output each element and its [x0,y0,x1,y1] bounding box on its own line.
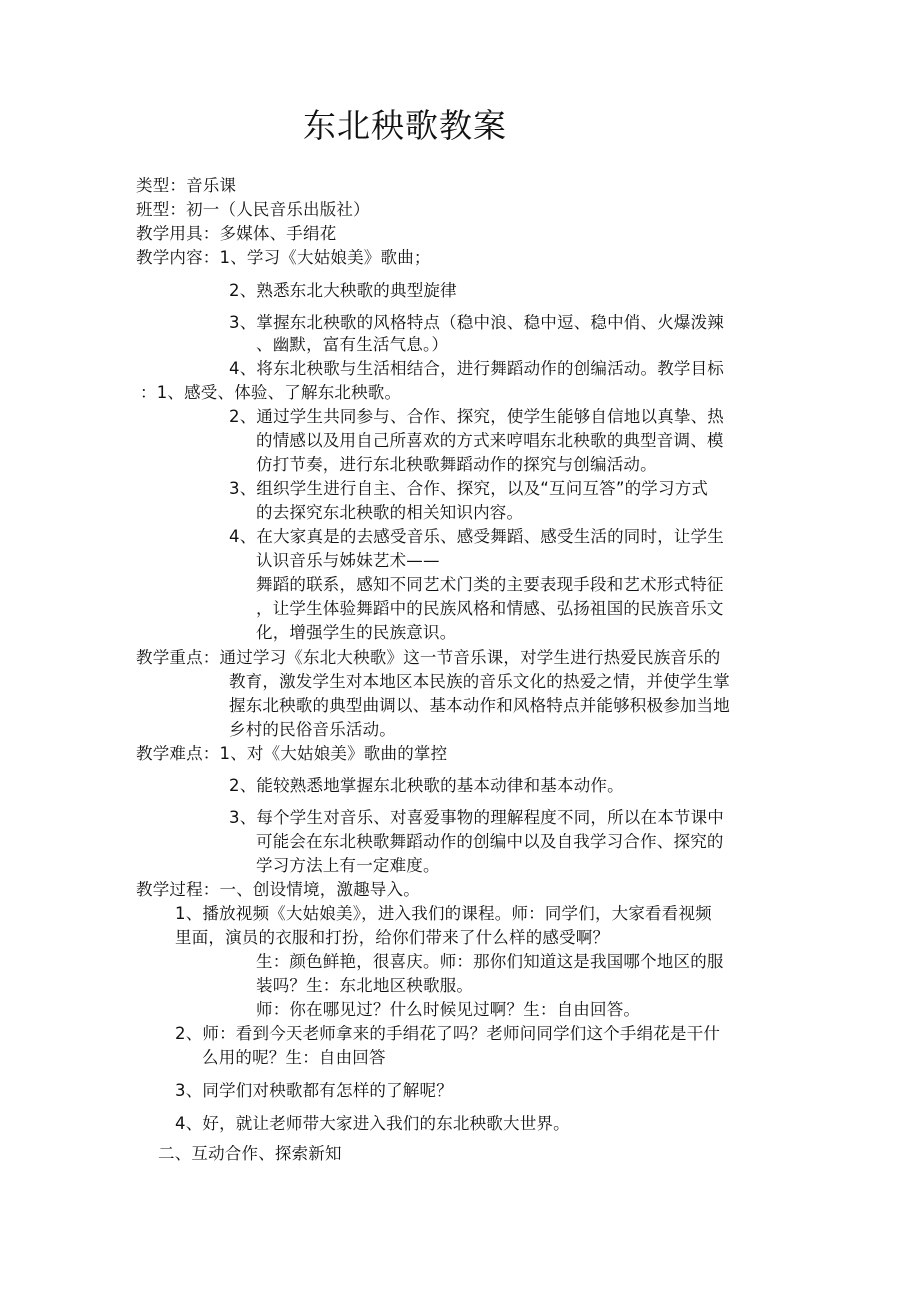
meta-tools: 教学用具：多媒体、手绢花 [136,224,337,243]
focus-line-1: 教学重点：通过学习《东北大秧歌》这一节音乐课，对学生进行热爱民族音乐的 [136,648,721,667]
process-step-3: 3、同学们对秧歌都有怎样的了解呢？ [175,1081,453,1100]
process-line-1: 教学过程：一、创设情境，激趣导入。 [136,880,420,899]
difficulty-line-1: 教学难点：1、对《大姑娘美》歌曲的掌控 [136,744,448,763]
process-step-2a: 2、师：看到今天老师拿来的手绢花了吗？老师问同学们这个手绢花是干什 [175,1024,721,1043]
goal-line-3b: 的去探究东北秧歌的相关知识内容。 [256,503,524,522]
meta-grade: 班型：初一（人民音乐出版社） [136,200,370,219]
focus-line-2: 教育，激发学生对本地区本民族的音乐文化的热爱之情，并使学生掌 [229,672,730,691]
content-line-3a: 3、掌握东北秧歌的风格特点（稳中浪、稳中逗、稳中俏、火爆泼辣 [229,313,724,332]
goal-line-3a: 3、组织学生进行自主、合作、探究，以及“互问互答”的学习方式 [229,479,709,498]
goal-line-4c: 舞蹈的联系，感知不同艺术门类的主要表现手段和艺术形式特征 [256,575,724,594]
process-step-1c: 生：颜色鲜艳，很喜庆。师：那你们知道这是我国哪个地区的服 [256,952,724,971]
process-part-2-heading: 二、互动合作、探索新知 [158,1144,342,1163]
difficulty-line-3c: 学习方法上有一定难度。 [256,856,440,875]
content-line-3b: 、幽默，富有生活气息。） [256,335,449,354]
goal-line-2b: 的情感以及用自己所喜欢的方式来哼唱东北秧歌的典型音调、模 [256,431,724,450]
focus-line-3: 握东北秧歌的典型曲调以、基本动作和风格特点并能够积极参加当地 [229,696,730,715]
content-line-4: 4、将东北秧歌与生活相结合，进行舞蹈动作的创编活动。教学目标 [229,359,724,378]
difficulty-line-3a: 3、每个学生对音乐、对喜爱事物的理解程度不同，所以在本节课中 [229,808,724,827]
content-line-1: 教学内容：1、学习《大姑娘美》歌曲； [136,248,431,267]
document-title: 东北秧歌教案 [303,106,507,145]
goal-line-2a: 2、通过学生共同参与、合作、探究，使学生能够自信地以真挚、热 [229,407,724,426]
goal-line-4d: ，让学生体验舞蹈中的民族风格和情感、弘扬祖国的民族音乐文 [256,599,724,618]
goal-line-2c: 仿打节奏，进行东北秧歌舞蹈动作的探究与创编活动。 [256,455,657,474]
process-step-2b: 么用的呢？生：自由回答 [202,1048,386,1067]
goal-line-4b: 认识音乐与姊妹艺术—— [256,551,440,570]
focus-line-4: 乡村的民俗音乐活动。 [229,720,396,739]
process-step-1b: 里面，演员的衣服和打扮，给你们带来了什么样的感受啊？ [175,928,610,947]
goal-line-4a: 4、在大家真是的去感受音乐、感受舞蹈、感受生活的同时，让学生 [229,527,724,546]
content-line-2: 2、熟悉东北大秧歌的典型旋律 [229,281,457,300]
difficulty-line-3b: 可能会在东北秧歌舞蹈动作的创编中以及自我学习合作、探究的 [256,832,724,851]
process-step-1d: 装吗？生：东北地区秧歌服。 [256,976,474,995]
process-step-1a: 1、播放视频《大姑娘美》，进入我们的课程。师：同学们，大家看看视频 [175,904,712,923]
difficulty-line-2: 2、能较熟悉地掌握东北秧歌的基本动律和基本动作。 [229,776,624,795]
meta-type: 类型：音乐课 [136,176,237,195]
goal-line-1: ：1、感受、体验、了解东北秧歌。 [140,383,402,402]
process-step-1e: 师：你在哪见过？什么时候见过啊？生：自由回答。 [256,1000,641,1019]
process-step-4: 4、好，就让老师带大家进入我们的东北秧歌大世界。 [175,1114,570,1133]
goal-line-4e: 化，增强学生的民族意识。 [256,623,457,642]
